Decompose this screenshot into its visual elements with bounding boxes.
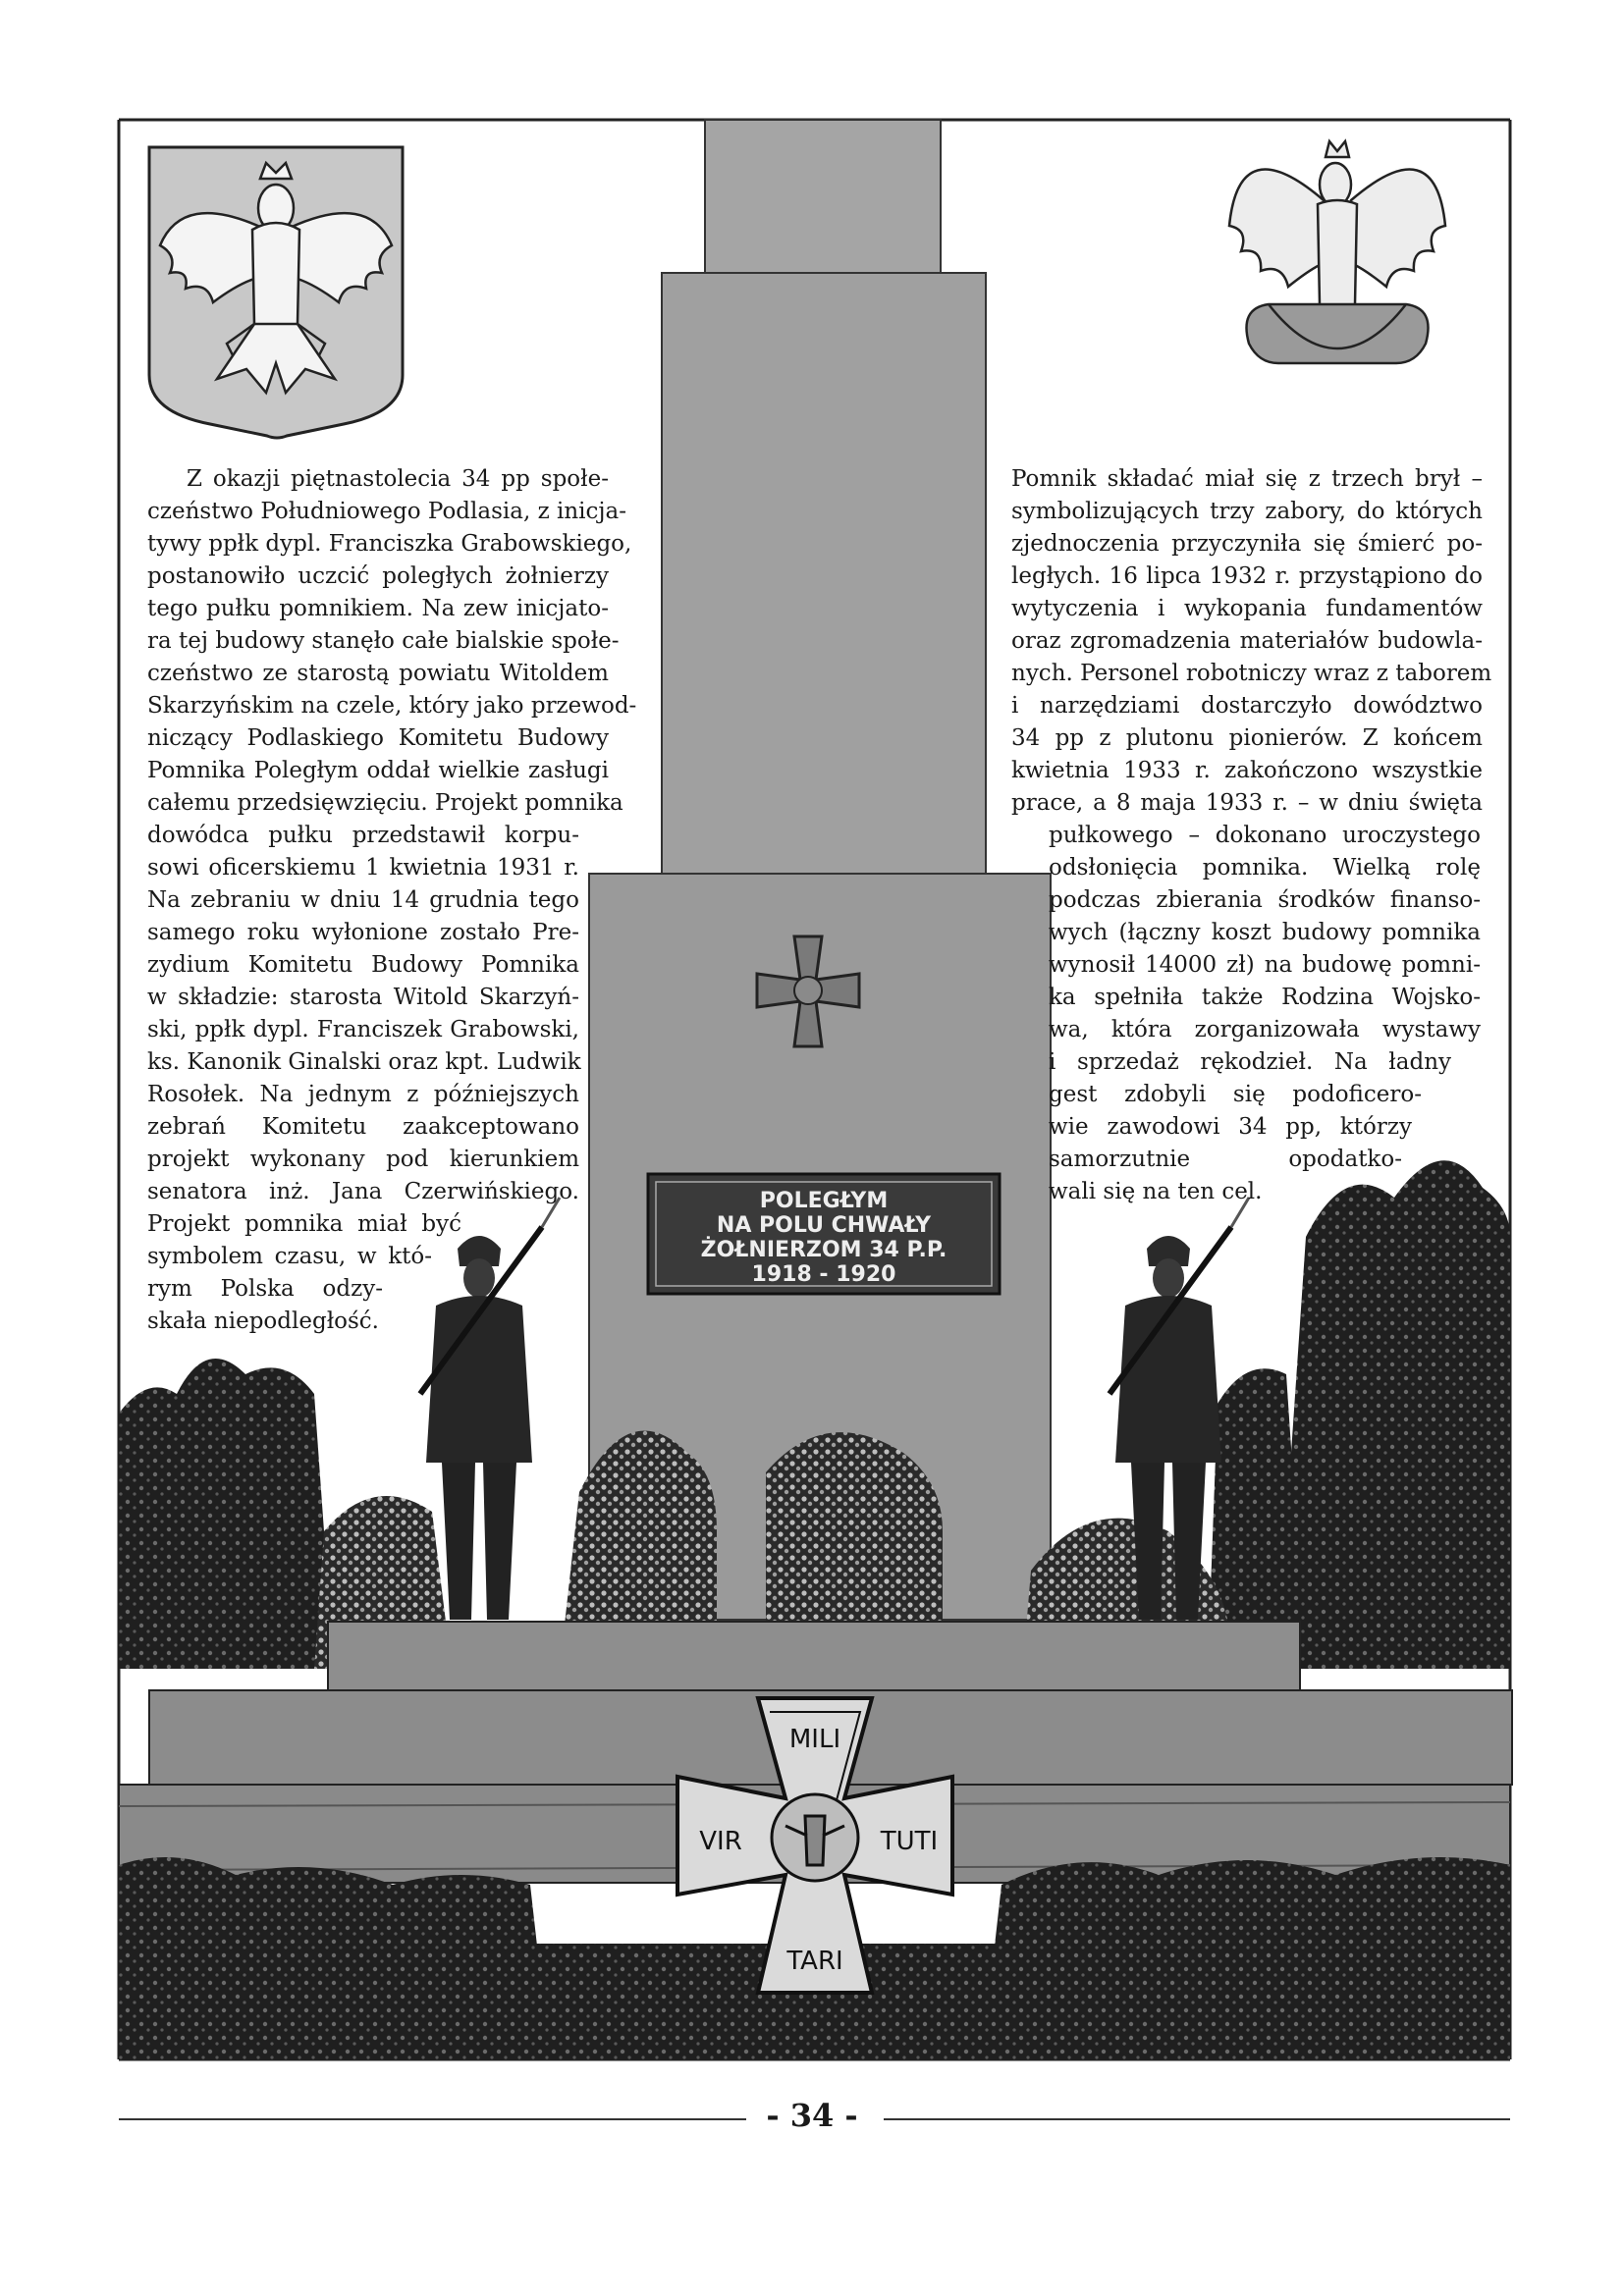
text-line: tego pułku pomnikiem. Na zew inicjato- [147,596,609,621]
page-number-text: - 34 - [752,2097,871,2134]
text-line: wytyczenia i wykopania fundamentów [1011,596,1483,621]
text-line: oraz zgromadzenia materiałów budowla- [1011,628,1483,654]
text-line: ski, ppłk dypl. Franciszek Grabowski, [147,1017,579,1042]
text-line: Rosołek. Na jednym z późniejszych [147,1082,579,1107]
article-text-left-column [147,463,637,1338]
memorial-plaque [648,1174,1000,1294]
text-line: wych (łączny koszt budowy pomnika [1049,920,1481,945]
text-line: i sprzedaż rękodzieł. Na ładny [1049,1049,1451,1075]
text-line: projekt wykonany pod kierunkiem [147,1147,579,1172]
text-line: samorzutnie opodatko- [1049,1147,1402,1172]
text-line: odsłonięcia pomnika. Wielką rolę [1049,855,1481,881]
text-line: pułkowego – dokonano uroczystego [1049,823,1481,848]
text-line: zjednoczenia przyczyniła się śmierć po- [1011,531,1483,557]
text-line: samego roku wyłonione zostało Pre- [147,920,579,945]
text-line: wali się na ten cel. [1049,1179,1263,1204]
text-line: zebrań Komitetu zaakceptowano [147,1114,579,1140]
text-line: Pomnik składać miał się z trzech brył – [1011,466,1483,492]
cross-text-left: VIR [699,1827,742,1856]
text-line: 34 pp z plutonu pionierów. Z końcem [1011,725,1483,751]
text-line: podczas zbierania środków finanso- [1049,887,1481,913]
text-line: Skarzyńskim na czele, który jako przewod- [147,693,637,719]
text-line: postanowiło uczcić poległych żołnierzy [147,563,609,589]
text-line: wynosił 14000 zł) na budowę pomni- [1049,952,1481,978]
text-line: dowódca pułku przedstawił korpu- [147,823,579,848]
text-line: czeństwo Południowego Podlasia, z inicja- [147,499,627,524]
plaque-line-4: 1918 - 1920 [751,1262,896,1287]
page-number [0,2097,1624,2134]
text-line: Projekt pomnika miał być [147,1211,461,1237]
text-line: skała niepodległość. [147,1308,379,1334]
military-eagle-emblem-icon [1229,141,1445,363]
text-line: wa, która zorganizowała wystawy [1049,1017,1481,1042]
cross-text-right: TUTI [880,1827,939,1856]
text-line: ległych. 16 lipca 1932 r. przystąpiono do [1011,563,1483,589]
plaque-line-2: NA POLU CHWAŁY [716,1213,932,1238]
text-line: senatora inż. Jana Czerwińskiego. [147,1179,579,1204]
text-line: niczący Podlaskiego Komitetu Budowy [147,725,609,751]
text-line: symbolizujących trzy zabory, do których [1011,499,1483,524]
plaque-line-1: POLEGŁYM [759,1189,889,1213]
text-line: całemu przedsięwzięciu. Projekt pomnika [147,790,623,816]
text-line: w składzie: starosta Witold Skarzyń- [147,985,579,1010]
text-line: Na zebraniu w dniu 14 grudnia tego [147,887,579,913]
text-line: rym Polska odzy- [147,1276,383,1302]
coat-of-arms-eagle-icon [149,147,403,438]
article-text-right-column [1011,463,1492,1208]
text-line: i narzędziami dostarczyło dowództwo [1011,693,1483,719]
text-line: ka spełniła także Rodzina Wojsko- [1049,985,1481,1010]
text-line: tywy ppłk dypl. Franciszka Grabowskiego, [147,531,632,557]
text-line: ks. Kanonik Ginalski oraz kpt. Ludwik [147,1049,581,1075]
cross-text-top: MILI [788,1725,841,1754]
text-line: sowi oficerskiemu 1 kwietnia 1931 r. [147,855,579,881]
text-line: kwietnia 1933 r. zakończono wszystkie [1011,758,1483,783]
text-line: ra tej budowy stanęło całe bialskie społe- [147,628,620,654]
text-line: Z okazji piętnastolecia 34 pp społe- [187,466,609,492]
plaque-line-3: ŻOŁNIERZOM 34 P.P. [700,1238,947,1262]
monument-obelisk [589,120,1051,1620]
text-line: wie zawodowi 34 pp, którzy [1049,1114,1412,1140]
text-line: prace, a 8 maja 1933 r. – w dniu święta [1011,790,1483,816]
text-line: gest zdobyli się podoficero- [1049,1082,1422,1107]
text-line: zydium Komitetu Budowy Pomnika [147,952,579,978]
text-line: symbolem czasu, w któ- [147,1244,432,1269]
text-line: Pomnika Poległym oddał wielkie zasługi [147,758,609,783]
text-line: nych. Personel robotniczy wraz z taborem [1011,661,1492,686]
cross-text-bottom: TARI [786,1947,843,1976]
text-line: czeństwo ze starostą powiatu Witoldem [147,661,609,686]
